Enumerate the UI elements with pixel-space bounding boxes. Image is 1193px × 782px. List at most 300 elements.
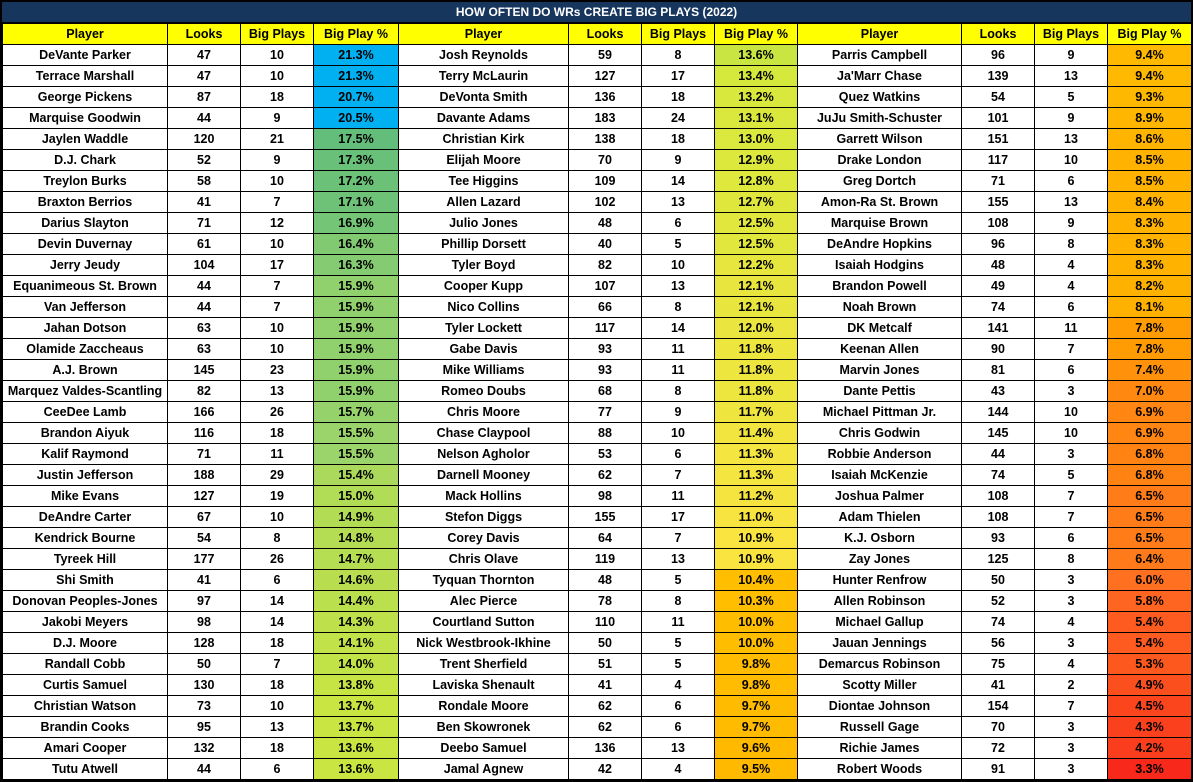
big-play-pct-cell[interactable]: 12.8% <box>715 171 798 192</box>
big-plays-cell[interactable]: 8 <box>1035 549 1108 570</box>
player-cell[interactable]: Dante Pettis <box>798 381 962 402</box>
player-cell[interactable]: Nico Collins <box>399 297 569 318</box>
table-row[interactable] <box>399 381 798 402</box>
looks-cell[interactable]: 116 <box>168 423 241 444</box>
big-plays-cell[interactable]: 3 <box>1035 717 1108 738</box>
big-plays-cell[interactable]: 4 <box>642 759 715 780</box>
player-cell[interactable]: Jerry Jeudy <box>3 255 168 276</box>
big-plays-cell[interactable]: 7 <box>1035 339 1108 360</box>
big-play-pct-cell[interactable]: 13.7% <box>314 717 399 738</box>
looks-cell[interactable]: 104 <box>168 255 241 276</box>
big-plays-cell[interactable]: 7 <box>241 297 314 318</box>
looks-cell[interactable]: 125 <box>962 549 1035 570</box>
looks-cell[interactable]: 62 <box>569 717 642 738</box>
big-play-pct-cell[interactable]: 12.7% <box>715 192 798 213</box>
player-cell[interactable]: Garrett Wilson <box>798 129 962 150</box>
big-play-pct-cell[interactable]: 5.4% <box>1108 633 1192 654</box>
big-play-pct-cell[interactable]: 6.8% <box>1108 444 1192 465</box>
big-plays-cell[interactable]: 18 <box>642 129 715 150</box>
big-play-pct-cell[interactable]: 6.5% <box>1108 486 1192 507</box>
table-row[interactable] <box>399 591 798 612</box>
table-row[interactable] <box>798 612 1192 633</box>
looks-cell[interactable]: 71 <box>168 213 241 234</box>
big-plays-cell[interactable]: 5 <box>642 234 715 255</box>
big-plays-cell[interactable]: 11 <box>642 612 715 633</box>
table-row[interactable] <box>399 360 798 381</box>
big-play-pct-cell[interactable]: 8.2% <box>1108 276 1192 297</box>
big-plays-cell[interactable]: 17 <box>642 66 715 87</box>
player-cell[interactable]: Kendrick Bourne <box>3 528 168 549</box>
player-cell[interactable]: Marquise Brown <box>798 213 962 234</box>
looks-cell[interactable]: 136 <box>569 87 642 108</box>
player-cell[interactable]: Ben Skowronek <box>399 717 569 738</box>
table-row[interactable] <box>798 171 1192 192</box>
player-cell[interactable]: George Pickens <box>3 87 168 108</box>
looks-cell[interactable]: 52 <box>962 591 1035 612</box>
big-plays-cell[interactable]: 5 <box>1035 87 1108 108</box>
table-row[interactable] <box>3 360 399 381</box>
big-plays-cell[interactable]: 11 <box>241 444 314 465</box>
player-cell[interactable]: Romeo Doubs <box>399 381 569 402</box>
looks-cell[interactable]: 44 <box>168 276 241 297</box>
big-plays-cell[interactable]: 3 <box>1035 633 1108 654</box>
big-plays-cell[interactable]: 6 <box>1035 360 1108 381</box>
table-row[interactable] <box>798 654 1192 675</box>
big-plays-cell[interactable]: 21 <box>241 129 314 150</box>
looks-cell[interactable]: 119 <box>569 549 642 570</box>
looks-cell[interactable]: 48 <box>569 213 642 234</box>
big-play-pct-cell[interactable]: 10.0% <box>715 633 798 654</box>
big-play-pct-cell[interactable]: 10.3% <box>715 591 798 612</box>
big-play-pct-cell[interactable]: 17.1% <box>314 192 399 213</box>
table-row[interactable] <box>3 234 399 255</box>
looks-cell[interactable]: 50 <box>962 570 1035 591</box>
player-cell[interactable]: Nelson Agholor <box>399 444 569 465</box>
looks-cell[interactable]: 62 <box>569 696 642 717</box>
big-play-pct-cell[interactable]: 11.8% <box>715 381 798 402</box>
big-plays-cell[interactable]: 11 <box>642 486 715 507</box>
player-cell[interactable]: Robbie Anderson <box>798 444 962 465</box>
looks-cell[interactable]: 166 <box>168 402 241 423</box>
looks-cell[interactable]: 91 <box>962 759 1035 780</box>
table-row[interactable] <box>399 45 798 66</box>
big-plays-cell[interactable]: 10 <box>241 66 314 87</box>
player-cell[interactable]: Terrace Marshall <box>3 66 168 87</box>
big-plays-cell[interactable]: 10 <box>642 255 715 276</box>
big-plays-cell[interactable]: 13 <box>1035 129 1108 150</box>
player-cell[interactable]: Alec Pierce <box>399 591 569 612</box>
player-cell[interactable]: Phillip Dorsett <box>399 234 569 255</box>
big-plays-cell[interactable]: 2 <box>1035 675 1108 696</box>
looks-cell[interactable]: 188 <box>168 465 241 486</box>
looks-cell[interactable]: 49 <box>962 276 1035 297</box>
big-plays-cell[interactable]: 8 <box>642 297 715 318</box>
looks-cell[interactable]: 127 <box>168 486 241 507</box>
player-cell[interactable]: Tyler Boyd <box>399 255 569 276</box>
table-row[interactable] <box>3 129 399 150</box>
big-plays-cell[interactable]: 9 <box>241 150 314 171</box>
table-row[interactable] <box>3 570 399 591</box>
big-play-pct-cell[interactable]: 13.2% <box>715 87 798 108</box>
player-cell[interactable]: Chase Claypool <box>399 423 569 444</box>
big-plays-cell[interactable]: 18 <box>241 633 314 654</box>
big-plays-cell[interactable]: 10 <box>241 171 314 192</box>
table-row[interactable] <box>399 66 798 87</box>
looks-cell[interactable]: 41 <box>168 192 241 213</box>
table-row[interactable] <box>798 339 1192 360</box>
player-cell[interactable]: Noah Brown <box>798 297 962 318</box>
big-play-pct-cell[interactable]: 8.3% <box>1108 234 1192 255</box>
player-cell[interactable]: Marquise Goodwin <box>3 108 168 129</box>
looks-cell[interactable]: 43 <box>962 381 1035 402</box>
looks-cell[interactable]: 48 <box>962 255 1035 276</box>
big-play-pct-cell[interactable]: 11.0% <box>715 507 798 528</box>
player-cell[interactable]: Courtland Sutton <box>399 612 569 633</box>
looks-cell[interactable]: 108 <box>962 486 1035 507</box>
big-plays-cell[interactable]: 9 <box>1035 45 1108 66</box>
big-plays-cell[interactable]: 6 <box>642 444 715 465</box>
table-row[interactable] <box>798 675 1192 696</box>
big-plays-cell[interactable]: 17 <box>241 255 314 276</box>
big-play-pct-cell[interactable]: 14.9% <box>314 507 399 528</box>
col-header-big-play-pct[interactable]: Big Play % <box>715 24 798 45</box>
player-cell[interactable]: Zay Jones <box>798 549 962 570</box>
big-play-pct-cell[interactable]: 12.1% <box>715 276 798 297</box>
big-plays-cell[interactable]: 9 <box>241 108 314 129</box>
big-plays-cell[interactable]: 9 <box>642 150 715 171</box>
table-row[interactable] <box>798 738 1192 759</box>
player-cell[interactable]: Michael Pittman Jr. <box>798 402 962 423</box>
player-cell[interactable]: Tyler Lockett <box>399 318 569 339</box>
table-row[interactable] <box>399 528 798 549</box>
big-play-pct-cell[interactable]: 6.4% <box>1108 549 1192 570</box>
table-row[interactable] <box>798 360 1192 381</box>
player-cell[interactable]: Jauan Jennings <box>798 633 962 654</box>
big-play-pct-cell[interactable]: 11.3% <box>715 444 798 465</box>
big-plays-cell[interactable]: 8 <box>241 528 314 549</box>
looks-cell[interactable]: 61 <box>168 234 241 255</box>
big-plays-cell[interactable]: 5 <box>642 633 715 654</box>
big-plays-cell[interactable]: 4 <box>642 675 715 696</box>
big-play-pct-cell[interactable]: 15.7% <box>314 402 399 423</box>
table-row[interactable] <box>798 108 1192 129</box>
col-header-looks[interactable]: Looks <box>962 24 1035 45</box>
big-play-pct-cell[interactable]: 12.1% <box>715 297 798 318</box>
table-row[interactable] <box>3 423 399 444</box>
table-row[interactable] <box>798 528 1192 549</box>
looks-cell[interactable]: 41 <box>168 570 241 591</box>
big-play-pct-cell[interactable]: 10.4% <box>715 570 798 591</box>
big-play-pct-cell[interactable]: 15.4% <box>314 465 399 486</box>
big-play-pct-cell[interactable]: 17.3% <box>314 150 399 171</box>
looks-cell[interactable]: 138 <box>569 129 642 150</box>
big-play-pct-cell[interactable]: 20.5% <box>314 108 399 129</box>
player-cell[interactable]: Robert Woods <box>798 759 962 780</box>
big-play-pct-cell[interactable]: 11.8% <box>715 360 798 381</box>
table-row[interactable] <box>798 213 1192 234</box>
big-play-pct-cell[interactable]: 11.7% <box>715 402 798 423</box>
big-play-pct-cell[interactable]: 9.4% <box>1108 66 1192 87</box>
big-play-pct-cell[interactable]: 9.8% <box>715 654 798 675</box>
looks-cell[interactable]: 127 <box>569 66 642 87</box>
col-header-big-plays[interactable]: Big Plays <box>241 24 314 45</box>
looks-cell[interactable]: 117 <box>962 150 1035 171</box>
player-cell[interactable]: Olamide Zaccheaus <box>3 339 168 360</box>
table-row[interactable] <box>399 276 798 297</box>
table-row[interactable] <box>798 381 1192 402</box>
looks-cell[interactable]: 70 <box>569 150 642 171</box>
table-row[interactable] <box>798 318 1192 339</box>
player-cell[interactable]: Amari Cooper <box>3 738 168 759</box>
player-cell[interactable]: Brandon Aiyuk <box>3 423 168 444</box>
player-cell[interactable]: Scotty Miller <box>798 675 962 696</box>
table-row[interactable] <box>3 528 399 549</box>
player-cell[interactable]: Russell Gage <box>798 717 962 738</box>
player-cell[interactable]: Shi Smith <box>3 570 168 591</box>
big-play-pct-cell[interactable]: 9.5% <box>715 759 798 780</box>
col-header-big-play-pct[interactable]: Big Play % <box>1108 24 1192 45</box>
player-cell[interactable]: Isaiah McKenzie <box>798 465 962 486</box>
looks-cell[interactable]: 183 <box>569 108 642 129</box>
table-row[interactable] <box>3 465 399 486</box>
player-cell[interactable]: Davante Adams <box>399 108 569 129</box>
big-play-pct-cell[interactable]: 15.9% <box>314 318 399 339</box>
big-plays-cell[interactable]: 3 <box>1035 444 1108 465</box>
player-cell[interactable]: Amon-Ra St. Brown <box>798 192 962 213</box>
looks-cell[interactable]: 136 <box>569 738 642 759</box>
big-plays-cell[interactable]: 13 <box>241 381 314 402</box>
table-row[interactable] <box>3 507 399 528</box>
table-row[interactable] <box>399 339 798 360</box>
looks-cell[interactable]: 42 <box>569 759 642 780</box>
big-play-pct-cell[interactable]: 4.5% <box>1108 696 1192 717</box>
looks-cell[interactable]: 144 <box>962 402 1035 423</box>
looks-cell[interactable]: 120 <box>168 129 241 150</box>
big-plays-cell[interactable]: 4 <box>1035 654 1108 675</box>
table-row[interactable] <box>3 171 399 192</box>
big-plays-cell[interactable]: 24 <box>642 108 715 129</box>
player-cell[interactable]: Jahan Dotson <box>3 318 168 339</box>
table-row[interactable] <box>3 318 399 339</box>
col-header-big-play-pct[interactable]: Big Play % <box>314 24 399 45</box>
big-play-pct-cell[interactable]: 13.4% <box>715 66 798 87</box>
big-plays-cell[interactable]: 7 <box>241 276 314 297</box>
player-cell[interactable]: CeeDee Lamb <box>3 402 168 423</box>
looks-cell[interactable]: 128 <box>168 633 241 654</box>
big-plays-cell[interactable]: 7 <box>1035 696 1108 717</box>
big-play-pct-cell[interactable]: 7.4% <box>1108 360 1192 381</box>
looks-cell[interactable]: 41 <box>962 675 1035 696</box>
big-play-pct-cell[interactable]: 13.6% <box>715 45 798 66</box>
player-cell[interactable]: Laviska Shenault <box>399 675 569 696</box>
big-play-pct-cell[interactable]: 6.5% <box>1108 528 1192 549</box>
player-cell[interactable]: Chris Olave <box>399 549 569 570</box>
table-row[interactable] <box>798 66 1192 87</box>
col-header-big-plays[interactable]: Big Plays <box>642 24 715 45</box>
looks-cell[interactable]: 97 <box>168 591 241 612</box>
big-play-pct-cell[interactable]: 4.3% <box>1108 717 1192 738</box>
player-cell[interactable]: JuJu Smith-Schuster <box>798 108 962 129</box>
table-row[interactable] <box>3 591 399 612</box>
big-plays-cell[interactable]: 23 <box>241 360 314 381</box>
looks-cell[interactable]: 77 <box>569 402 642 423</box>
big-play-pct-cell[interactable]: 13.6% <box>314 759 399 780</box>
player-cell[interactable]: Trent Sherfield <box>399 654 569 675</box>
big-play-pct-cell[interactable]: 7.8% <box>1108 318 1192 339</box>
looks-cell[interactable]: 177 <box>168 549 241 570</box>
player-cell[interactable]: Darius Slayton <box>3 213 168 234</box>
big-play-pct-cell[interactable]: 11.2% <box>715 486 798 507</box>
table-row[interactable] <box>399 738 798 759</box>
player-cell[interactable]: Quez Watkins <box>798 87 962 108</box>
big-play-pct-cell[interactable]: 6.9% <box>1108 423 1192 444</box>
looks-cell[interactable]: 41 <box>569 675 642 696</box>
player-cell[interactable]: Allen Robinson <box>798 591 962 612</box>
player-cell[interactable]: Braxton Berrios <box>3 192 168 213</box>
table-row[interactable] <box>3 45 399 66</box>
col-header-big-plays[interactable]: Big Plays <box>1035 24 1108 45</box>
big-plays-cell[interactable]: 29 <box>241 465 314 486</box>
table-row[interactable] <box>399 759 798 780</box>
looks-cell[interactable]: 117 <box>569 318 642 339</box>
table-row[interactable] <box>798 507 1192 528</box>
big-plays-cell[interactable]: 26 <box>241 549 314 570</box>
big-play-pct-cell[interactable]: 8.6% <box>1108 129 1192 150</box>
table-row[interactable] <box>798 549 1192 570</box>
table-row[interactable] <box>399 549 798 570</box>
big-play-pct-cell[interactable]: 8.9% <box>1108 108 1192 129</box>
player-cell[interactable]: Isaiah Hodgins <box>798 255 962 276</box>
looks-cell[interactable]: 44 <box>168 108 241 129</box>
player-cell[interactable]: Christian Watson <box>3 696 168 717</box>
looks-cell[interactable]: 44 <box>168 297 241 318</box>
table-row[interactable] <box>3 633 399 654</box>
table-row[interactable] <box>399 234 798 255</box>
player-cell[interactable]: Curtis Samuel <box>3 675 168 696</box>
table-row[interactable] <box>798 486 1192 507</box>
looks-cell[interactable]: 52 <box>168 150 241 171</box>
player-cell[interactable]: Greg Dortch <box>798 171 962 192</box>
table-row[interactable] <box>3 486 399 507</box>
player-cell[interactable]: Darnell Mooney <box>399 465 569 486</box>
table-row[interactable] <box>3 717 399 738</box>
looks-cell[interactable]: 154 <box>962 696 1035 717</box>
big-plays-cell[interactable]: 13 <box>241 717 314 738</box>
table-row[interactable] <box>399 612 798 633</box>
big-play-pct-cell[interactable]: 16.4% <box>314 234 399 255</box>
looks-cell[interactable]: 93 <box>962 528 1035 549</box>
big-plays-cell[interactable]: 3 <box>1035 591 1108 612</box>
table-row[interactable] <box>399 570 798 591</box>
player-cell[interactable]: Tyreek Hill <box>3 549 168 570</box>
player-cell[interactable]: DeVonta Smith <box>399 87 569 108</box>
player-cell[interactable]: Devin Duvernay <box>3 234 168 255</box>
looks-cell[interactable]: 58 <box>168 171 241 192</box>
player-cell[interactable]: Deebo Samuel <box>399 738 569 759</box>
big-plays-cell[interactable]: 10 <box>241 45 314 66</box>
col-header-player[interactable]: Player <box>3 24 168 45</box>
player-cell[interactable]: DeAndre Hopkins <box>798 234 962 255</box>
big-play-pct-cell[interactable]: 16.3% <box>314 255 399 276</box>
table-row[interactable] <box>798 150 1192 171</box>
table-row[interactable] <box>399 423 798 444</box>
player-cell[interactable]: Jamal Agnew <box>399 759 569 780</box>
looks-cell[interactable]: 107 <box>569 276 642 297</box>
looks-cell[interactable]: 145 <box>962 423 1035 444</box>
player-cell[interactable]: Van Jefferson <box>3 297 168 318</box>
player-cell[interactable]: Michael Gallup <box>798 612 962 633</box>
big-plays-cell[interactable]: 8 <box>642 45 715 66</box>
col-header-looks[interactable]: Looks <box>569 24 642 45</box>
player-cell[interactable]: Marquez Valdes-Scantling <box>3 381 168 402</box>
big-plays-cell[interactable]: 6 <box>241 570 314 591</box>
big-play-pct-cell[interactable]: 5.3% <box>1108 654 1192 675</box>
looks-cell[interactable]: 98 <box>168 612 241 633</box>
table-row[interactable] <box>399 654 798 675</box>
looks-cell[interactable]: 47 <box>168 45 241 66</box>
table-row[interactable] <box>399 402 798 423</box>
big-play-pct-cell[interactable]: 14.7% <box>314 549 399 570</box>
big-plays-cell[interactable]: 10 <box>241 318 314 339</box>
player-cell[interactable]: Rondale Moore <box>399 696 569 717</box>
table-row[interactable] <box>399 465 798 486</box>
player-cell[interactable]: D.J. Moore <box>3 633 168 654</box>
looks-cell[interactable]: 95 <box>168 717 241 738</box>
big-play-pct-cell[interactable]: 7.0% <box>1108 381 1192 402</box>
looks-cell[interactable]: 59 <box>569 45 642 66</box>
looks-cell[interactable]: 110 <box>569 612 642 633</box>
table-row[interactable] <box>798 45 1192 66</box>
table-row[interactable] <box>798 591 1192 612</box>
big-plays-cell[interactable]: 26 <box>241 402 314 423</box>
looks-cell[interactable]: 50 <box>168 654 241 675</box>
looks-cell[interactable]: 93 <box>569 339 642 360</box>
table-row[interactable] <box>399 318 798 339</box>
looks-cell[interactable]: 109 <box>569 171 642 192</box>
big-plays-cell[interactable]: 14 <box>642 318 715 339</box>
player-cell[interactable]: Marvin Jones <box>798 360 962 381</box>
looks-cell[interactable]: 50 <box>569 633 642 654</box>
table-row[interactable] <box>399 507 798 528</box>
table-row[interactable] <box>3 108 399 129</box>
table-row[interactable] <box>399 213 798 234</box>
player-cell[interactable]: Nick Westbrook-Ikhine <box>399 633 569 654</box>
big-plays-cell[interactable]: 10 <box>241 696 314 717</box>
big-play-pct-cell[interactable]: 10.0% <box>715 612 798 633</box>
table-row[interactable] <box>3 675 399 696</box>
big-plays-cell[interactable]: 8 <box>1035 234 1108 255</box>
big-play-pct-cell[interactable]: 12.0% <box>715 318 798 339</box>
big-play-pct-cell[interactable]: 7.8% <box>1108 339 1192 360</box>
table-row[interactable] <box>3 150 399 171</box>
player-cell[interactable]: Brandon Powell <box>798 276 962 297</box>
big-plays-cell[interactable]: 17 <box>642 507 715 528</box>
table-row[interactable] <box>3 276 399 297</box>
looks-cell[interactable]: 63 <box>168 339 241 360</box>
big-play-pct-cell[interactable]: 8.3% <box>1108 255 1192 276</box>
big-plays-cell[interactable]: 13 <box>642 738 715 759</box>
big-plays-cell[interactable]: 8 <box>642 381 715 402</box>
table-row[interactable] <box>798 717 1192 738</box>
big-plays-cell[interactable]: 18 <box>241 738 314 759</box>
table-row[interactable] <box>3 66 399 87</box>
big-play-pct-cell[interactable]: 13.0% <box>715 129 798 150</box>
table-row[interactable] <box>798 465 1192 486</box>
looks-cell[interactable]: 44 <box>962 444 1035 465</box>
player-cell[interactable]: Mike Williams <box>399 360 569 381</box>
table-row[interactable] <box>399 192 798 213</box>
big-plays-cell[interactable]: 7 <box>241 192 314 213</box>
